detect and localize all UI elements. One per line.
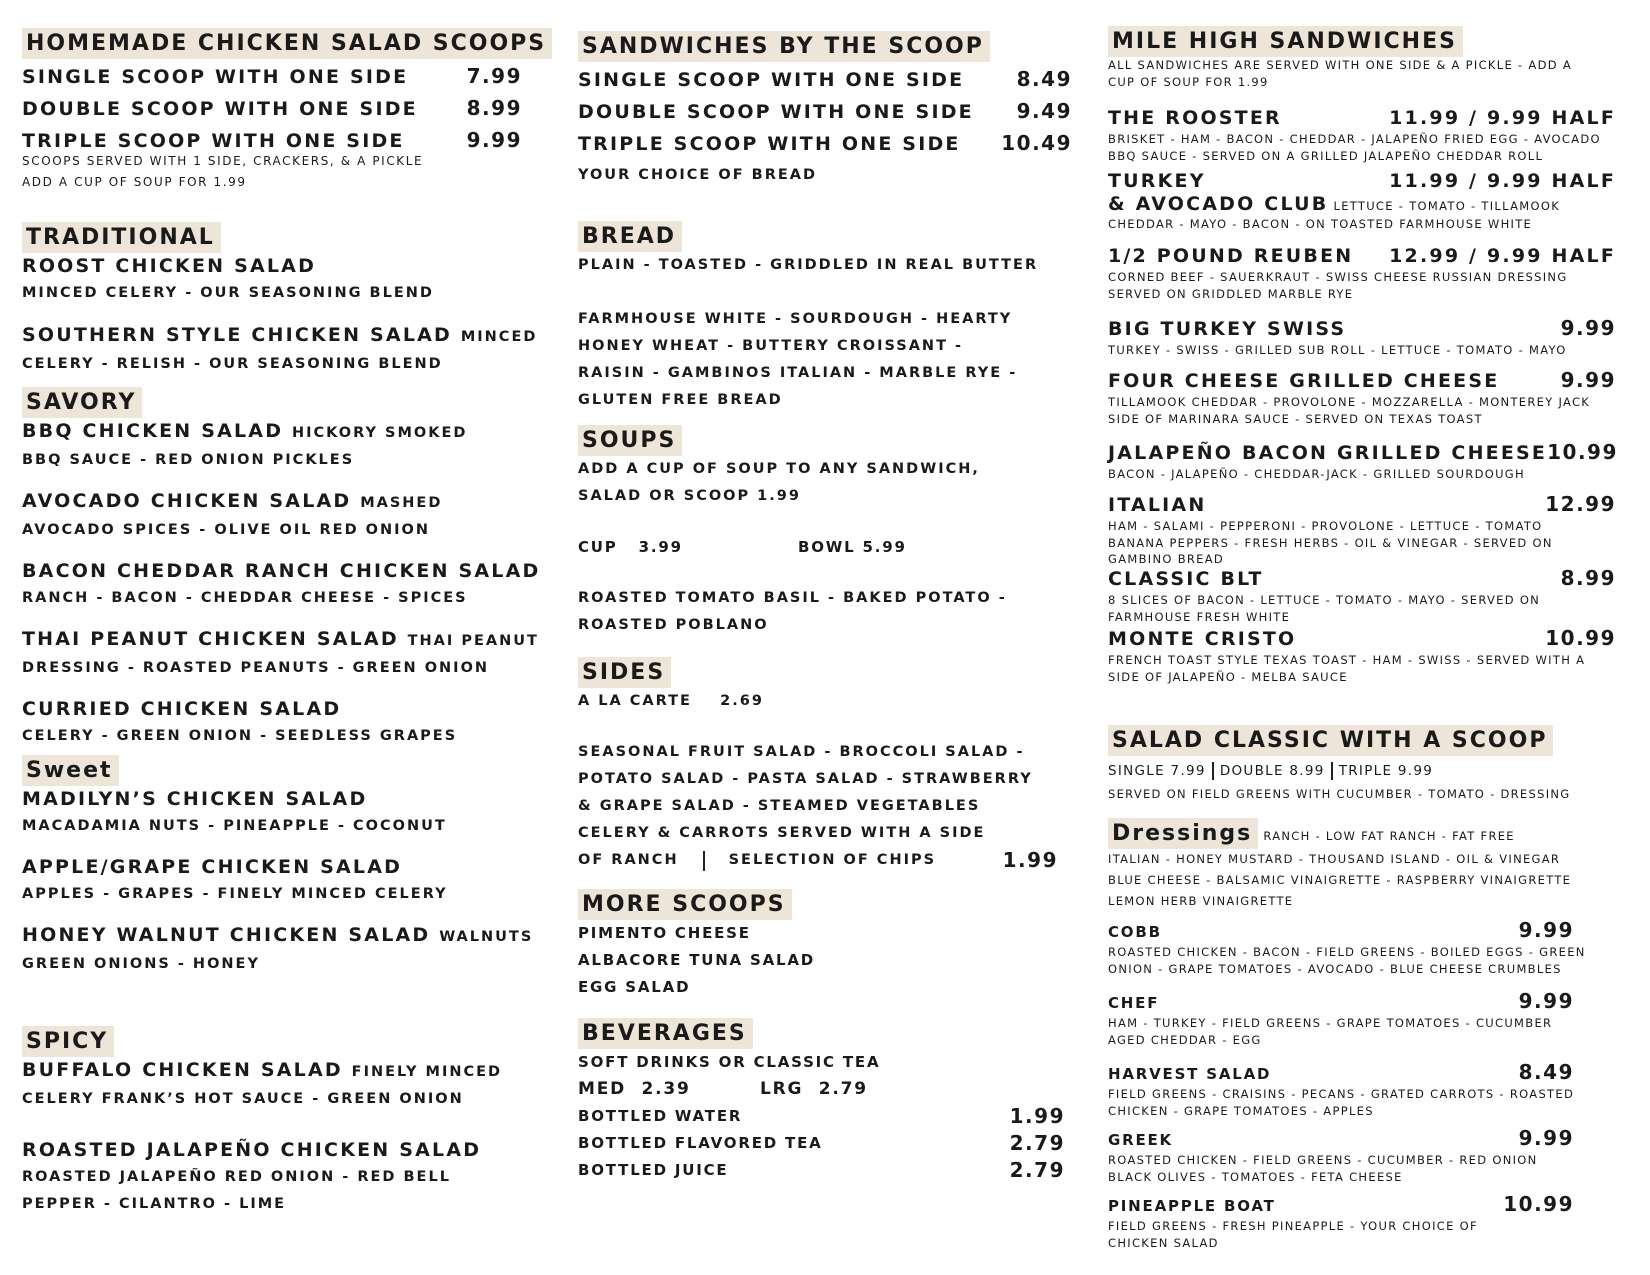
- menu-item-name: ROASTED JALAPEÑO CHICKEN SALAD: [22, 1139, 482, 1161]
- menu-item: SINGLE SCOOP WITH ONE SIDE 8.49: [578, 67, 1072, 91]
- menu-item-desc: SERVED ON GRIDDLED MARBLE RYE: [1108, 286, 1354, 301]
- menu-item-desc: 8 SLICES OF BACON - LETTUCE - TOMATO - MAYO - SERVED ON: [1108, 593, 1541, 607]
- menu-item-desc: BLACK OLIVES - TOMATOES - FETA CHEESE: [1108, 1169, 1403, 1184]
- section-heading: BEVERAGES: [578, 1018, 753, 1049]
- price: 11.99 / 9.99 HALF: [1389, 107, 1616, 129]
- divider: [703, 851, 705, 871]
- dressing-list: RANCH - LOW FAT RANCH - FAT FREE: [1263, 829, 1515, 843]
- menu-item-cobb: [1108, 918, 1640, 977]
- menu-item-name: TURKEY: [1108, 170, 1206, 192]
- menu-item-name: ITALIAN: [1108, 494, 1207, 516]
- section-heading: SOUPS: [578, 425, 682, 456]
- menu-item-name: & AVOCADO CLUB: [1108, 193, 1329, 215]
- savory-section: [22, 387, 562, 750]
- menu-item: EGG SALAD: [578, 978, 691, 996]
- section-heading: Dressings: [1108, 818, 1258, 849]
- menu-item-desc: MINCED CELERY - OUR SEASONING BLEND: [22, 285, 434, 301]
- sides-list: SEASONAL FRUIT SALAD - BROCCOLI SALAD -: [578, 744, 1025, 760]
- dressing-list: LEMON HERB VINAIGRETTE: [1108, 894, 1294, 908]
- price: 10.49: [1001, 131, 1072, 155]
- menu-item-name: APPLE/GRAPE CHICKEN SALAD: [22, 856, 403, 878]
- menu-item-monte-cristo: [1108, 626, 1640, 685]
- menu-item-name: HARVEST SALAD: [1108, 1065, 1272, 1083]
- price: 8.49: [1518, 1060, 1574, 1084]
- price: 9.99: [1518, 918, 1574, 942]
- menu-item-jalapeno-bacon: [1108, 440, 1640, 483]
- menu-item-name: CHEF: [1108, 994, 1160, 1012]
- menu-item-desc: DRESSING - ROASTED PEANUTS - GREEN ONION: [22, 660, 490, 676]
- menu-item-rooster: [1108, 106, 1640, 164]
- beverage-item: BOTTLED JUICE 2.79: [578, 1158, 1065, 1182]
- menu-item-desc: TILLAMOOK CHEDDAR - PROVOLONE - MOZZARELLA - MONTEREY JACK: [1108, 395, 1591, 409]
- menu-item-desc: BBQ SAUCE - SERVED ON A GRILLED JALAPEÑO CHEDDAR ROLL: [1108, 148, 1544, 163]
- soups-section: [578, 425, 1098, 639]
- section-heading: MORE SCOOPS: [578, 889, 792, 920]
- mile-high-section: [1108, 26, 1640, 90]
- menu-item-desc: PEPPER - CILANTRO - LIME: [22, 1196, 287, 1212]
- section-heading: SAVORY: [22, 387, 142, 418]
- menu-item: PIMENTO CHEESE: [578, 924, 751, 942]
- price: 8.99: [466, 96, 522, 120]
- menu-item-desc: CORNED BEEF - SAUERKRAUT - SWISS CHEESE RUSSIAN DRESSING: [1108, 270, 1568, 284]
- price: 8.99: [1560, 566, 1616, 590]
- price: 9.99: [466, 128, 522, 152]
- menu-item-desc: GAMBINO BREAD: [1108, 552, 1225, 566]
- menu-item-italian: [1108, 492, 1640, 568]
- sides-list: & GRAPE SALAD - STEAMED VEGETABLES: [578, 798, 981, 814]
- menu-item-desc: AGED CHEDDAR - EGG: [1108, 1032, 1262, 1047]
- menu-item: DOUBLE SCOOP WITH ONE SIDE 8.99: [22, 96, 522, 120]
- menu-item-desc: APPLES - GRAPES - FINELY MINCED CELERY: [22, 886, 448, 902]
- menu-item-desc: ROASTED JALAPEÑO RED ONION - RED BELL: [22, 1169, 451, 1185]
- menu-item-greek: [1108, 1126, 1640, 1185]
- menu-item: DOUBLE SCOOP WITH ONE SIDE 9.49: [578, 99, 1072, 123]
- bread-section: [578, 221, 1098, 414]
- menu-item-name: BUFFALO CHICKEN SALAD FINELY MINCED: [22, 1059, 503, 1081]
- menu-item-name: BIG TURKEY SWISS: [1108, 318, 1347, 340]
- note: ALL SANDWICHES ARE SERVED WITH ONE SIDE & A PICKLE - ADD A: [1108, 58, 1572, 72]
- price: 9.99: [1518, 1126, 1574, 1150]
- price: 10.99: [1545, 626, 1616, 650]
- menu-item: SINGLE SCOOP WITH ONE SIDE 7.99: [22, 64, 522, 88]
- menu-item: TRIPLE SCOOP WITH ONE SIDE 9.99: [22, 128, 522, 152]
- traditional-section: [22, 222, 562, 378]
- menu-item-desc: GREEN ONIONS - HONEY: [22, 956, 260, 972]
- menu-item-name: CLASSIC BLT: [1108, 568, 1264, 590]
- spicy-section: [22, 1026, 562, 1218]
- menu-item: ALBACORE TUNA SALAD: [578, 951, 816, 969]
- sandwiches-scoop-section: [578, 31, 1098, 189]
- bread-types: FARMHOUSE WHITE - SOURDOUGH - HEARTY: [578, 311, 1013, 327]
- menu-item-desc: CELERY - RELISH - OUR SEASONING BLEND: [22, 356, 443, 372]
- note: SERVED ON FIELD GREENS WITH CUCUMBER - TOMATO - DRESSING: [1108, 787, 1571, 801]
- menu-item-desc: FIELD GREENS - FRESH PINEAPPLE - YOUR CHOICE OF: [1108, 1219, 1478, 1233]
- beverage-sizes: MED 2.39 LRG 2.79: [578, 1079, 868, 1099]
- dressing-list: BLUE CHEESE - BALSAMIC VINAIGRETTE - RASPBERRY VINAIGRETTE: [1108, 873, 1572, 887]
- section-heading: TRADITIONAL: [22, 222, 221, 253]
- menu-item-desc: BACON - JALAPEÑO - CHEDDAR-JACK - GRILLED SOURDOUGH: [1108, 467, 1525, 481]
- menu-item-desc: BBQ SAUCE - RED ONION PICKLES: [22, 452, 355, 468]
- menu-item-desc: FARMHOUSE FRESH WHITE: [1108, 609, 1291, 624]
- section-heading: SANDWICHES BY THE SCOOP: [578, 31, 990, 62]
- menu-item: TRIPLE SCOOP WITH ONE SIDE 10.49: [578, 131, 1072, 155]
- more-scoops-section: [578, 889, 1098, 1001]
- menu-item-desc: CHEDDAR - MAYO - BACON - ON TOASTED FARMHOUSE WHITE: [1108, 217, 1533, 231]
- bread-style: PLAIN - TOASTED - GRIDDLED IN REAL BUTTER: [578, 257, 1039, 273]
- price: 12.99: [1545, 492, 1616, 516]
- menu-item-four-cheese: [1108, 368, 1640, 427]
- menu-item-name: MONTE CRISTO: [1108, 628, 1297, 650]
- cup-price: CUP 3.99: [578, 538, 683, 556]
- menu-item-blt: [1108, 566, 1640, 625]
- dressing-list: ITALIAN - HONEY MUSTARD - THOUSAND ISLAND - OIL & VINEGAR: [1108, 852, 1561, 866]
- dressings-section: [1108, 818, 1640, 912]
- section-heading: SPICY: [22, 1026, 114, 1057]
- price: 2.79: [1009, 1131, 1065, 1155]
- section-heading: SIDES: [578, 657, 671, 688]
- price: 10.99: [1547, 440, 1618, 464]
- menu-item-desc: ONION - GRAPE TOMATOES - AVOCADO - BLUE CHEESE CRUMBLES: [1108, 961, 1562, 976]
- menu-item-name: THE ROOSTER: [1108, 107, 1282, 129]
- beverage-item: BOTTLED WATER 1.99: [578, 1104, 1065, 1128]
- menu-item-desc: SIDE OF JALAPEÑO - MELBA SAUCE: [1108, 669, 1348, 684]
- beverages-section: [578, 1018, 1098, 1184]
- note: SALAD OR SCOOP 1.99: [578, 488, 801, 504]
- menu-item-name: CURRIED CHICKEN SALAD: [22, 698, 342, 720]
- menu-item-name: BACON CHEDDAR RANCH CHICKEN SALAD: [22, 560, 541, 582]
- menu-item-name: FOUR CHEESE GRILLED CHEESE: [1108, 370, 1500, 392]
- section-heading: HOMEMADE CHICKEN SALAD SCOOPS: [22, 28, 552, 59]
- price: 9.49: [1016, 99, 1072, 123]
- menu-item-desc: HAM - TURKEY - FIELD GREENS - GRAPE TOMATOES - CUCUMBER: [1108, 1016, 1553, 1030]
- price: 11.99 / 9.99 HALF: [1389, 170, 1616, 192]
- salad-classic-section: [1108, 725, 1640, 803]
- menu-item-desc: BRISKET - HAM - BACON - CHEDDAR - JALAPEÑO FRIED EGG - AVOCADO: [1108, 132, 1601, 146]
- menu-item-desc: CHICKEN - GRAPE TOMATOES - APPLES: [1108, 1103, 1374, 1118]
- menu-item-name: 1/2 POUND REUBEN: [1108, 245, 1354, 267]
- note: SCOOPS SERVED WITH 1 SIDE, CRACKERS, & A PICKLE: [22, 154, 424, 168]
- menu-item-name: ROOST CHICKEN SALAD: [22, 255, 317, 277]
- bowl-price: BOWL 5.99: [798, 538, 907, 556]
- menu-item-desc: HAM - SALAMI - PEPPERONI - PROVOLONE - LETTUCE - TOMATO: [1108, 519, 1543, 533]
- menu-item-desc: AVOCADO SPICES - OLIVE OIL RED ONION: [22, 522, 430, 538]
- price: 12.99 / 9.99 HALF: [1389, 245, 1616, 267]
- price: 9.99: [1518, 989, 1574, 1013]
- menu-item-turkey-club: [1108, 170, 1640, 233]
- menu-item-name: SOUTHERN STYLE CHICKEN SALAD MINCED: [22, 324, 538, 346]
- scoops-section: [22, 28, 562, 191]
- menu-item-big-turkey: [1108, 316, 1640, 359]
- price: 1.99: [1002, 848, 1058, 872]
- note: ADD A CUP OF SOUP FOR 1.99: [22, 175, 247, 189]
- price: 8.49: [1016, 67, 1072, 91]
- menu-item-desc: RANCH - BACON - CHEDDAR CHEESE - SPICES: [22, 590, 468, 606]
- menu-item-name: AVOCADO CHICKEN SALAD MASHED: [22, 490, 443, 512]
- beverage-item: BOTTLED FLAVORED TEA 2.79: [578, 1131, 1065, 1155]
- note: CUP OF SOUP FOR 1.99: [1108, 74, 1269, 89]
- price: 1.99: [1009, 1104, 1065, 1128]
- menu-item-name: JALAPEÑO BACON GRILLED CHEESE: [1108, 442, 1548, 464]
- price: 10.99: [1503, 1192, 1574, 1216]
- bread-types: GLUTEN FREE BREAD: [578, 392, 783, 408]
- section-heading: Sweet: [22, 755, 119, 786]
- menu-item-name: PINEAPPLE BOAT: [1108, 1197, 1276, 1215]
- sweet-section: [22, 755, 562, 978]
- menu-item-desc: LETTUCE - TOMATO - TILLAMOOK: [1333, 199, 1561, 213]
- price: 2.79: [1009, 1158, 1065, 1182]
- menu-item-name: HONEY WALNUT CHICKEN SALAD WALNUTS: [22, 924, 534, 946]
- section-heading: BREAD: [578, 221, 682, 252]
- menu-item-name: MADILYN’S CHICKEN SALAD: [22, 788, 368, 810]
- soup-flavors: ROASTED POBLANO: [578, 617, 769, 633]
- menu-item-desc: CELERY - GREEN ONION - SEEDLESS GRAPES: [22, 728, 458, 744]
- menu-item-desc: BANANA PEPPERS - FRESH HERBS - OIL & VINEGAR - SERVED ON: [1108, 535, 1553, 550]
- soup-flavors: ROASTED TOMATO BASIL - BAKED POTATO -: [578, 590, 1007, 606]
- menu-item-name: COBB: [1108, 923, 1162, 941]
- price: 9.99: [1560, 316, 1616, 340]
- menu-item-desc: MACADAMIA NUTS - PINEAPPLE - COCONUT: [22, 818, 447, 834]
- menu-item-name: THAI PEANUT CHICKEN SALAD THAI PEANUT: [22, 628, 539, 650]
- menu-item-name: GREEK: [1108, 1131, 1173, 1149]
- sides-chips-row: OF RANCH SELECTION OF CHIPS 1.99: [578, 848, 1058, 872]
- menu-item-harvest: [1108, 1060, 1640, 1119]
- sides-list: POTATO SALAD - PASTA SALAD - STRAWBERRY: [578, 771, 1033, 787]
- menu-item-desc: SIDE OF MARINARA SAUCE - SERVED ON TEXAS TOAST: [1108, 411, 1483, 426]
- salad-classic-prices: SINGLE 7.99 DOUBLE 8.99 TRIPLE 9.99: [1108, 763, 1434, 779]
- menu-item-pineapple-boat: [1108, 1192, 1640, 1251]
- section-heading: MILE HIGH SANDWICHES: [1108, 26, 1463, 57]
- menu-item-desc: CELERY FRANK’S HOT SAUCE - GREEN ONION: [22, 1091, 464, 1107]
- price: 7.99: [466, 64, 522, 88]
- note: YOUR CHOICE OF BREAD: [578, 167, 818, 183]
- bread-types: HONEY WHEAT - BUTTERY CROISSANT -: [578, 338, 964, 354]
- divider: [1212, 762, 1214, 780]
- beverage-line: SOFT DRINKS OR CLASSIC TEA: [578, 1053, 881, 1071]
- menu-item-desc: ROASTED CHICKEN - FIELD GREENS - CUCUMBER - RED ONION: [1108, 1153, 1538, 1167]
- menu-item-chef: [1108, 989, 1640, 1048]
- soup-prices: [578, 534, 1098, 561]
- menu-item-name: BBQ CHICKEN SALAD HICKORY SMOKED: [22, 420, 468, 442]
- menu-item-desc: FIELD GREENS - CRAISINS - PECANS - GRATED CARROTS - ROASTED: [1108, 1087, 1575, 1101]
- menu-item-desc: FRENCH TOAST STYLE TEXAS TOAST - HAM - SWISS - SERVED WITH A: [1108, 653, 1586, 667]
- section-heading: SALAD CLASSIC WITH A SCOOP: [1108, 725, 1553, 756]
- bread-types: RAISIN - GAMBINOS ITALIAN - MARBLE RYE -: [578, 365, 1018, 381]
- menu-item-desc: CHICKEN SALAD: [1108, 1235, 1219, 1250]
- menu-item-desc: TURKEY - SWISS - GRILLED SUB ROLL - LETTUCE - TOMATO - MAYO: [1108, 343, 1567, 357]
- divider: [1331, 762, 1333, 780]
- price: 9.99: [1560, 368, 1616, 392]
- note: ADD A CUP OF SOUP TO ANY SANDWICH,: [578, 461, 980, 477]
- menu-item-reuben: [1108, 244, 1640, 302]
- menu-item-desc: ROASTED CHICKEN - BACON - FIELD GREENS - BOILED EGGS - GREEN: [1108, 945, 1586, 959]
- sides-list: CELERY & CARROTS SERVED WITH A SIDE: [578, 825, 986, 841]
- alacarte-price: A LA CARTE 2.69: [578, 693, 764, 709]
- sides-section: [578, 657, 1098, 874]
